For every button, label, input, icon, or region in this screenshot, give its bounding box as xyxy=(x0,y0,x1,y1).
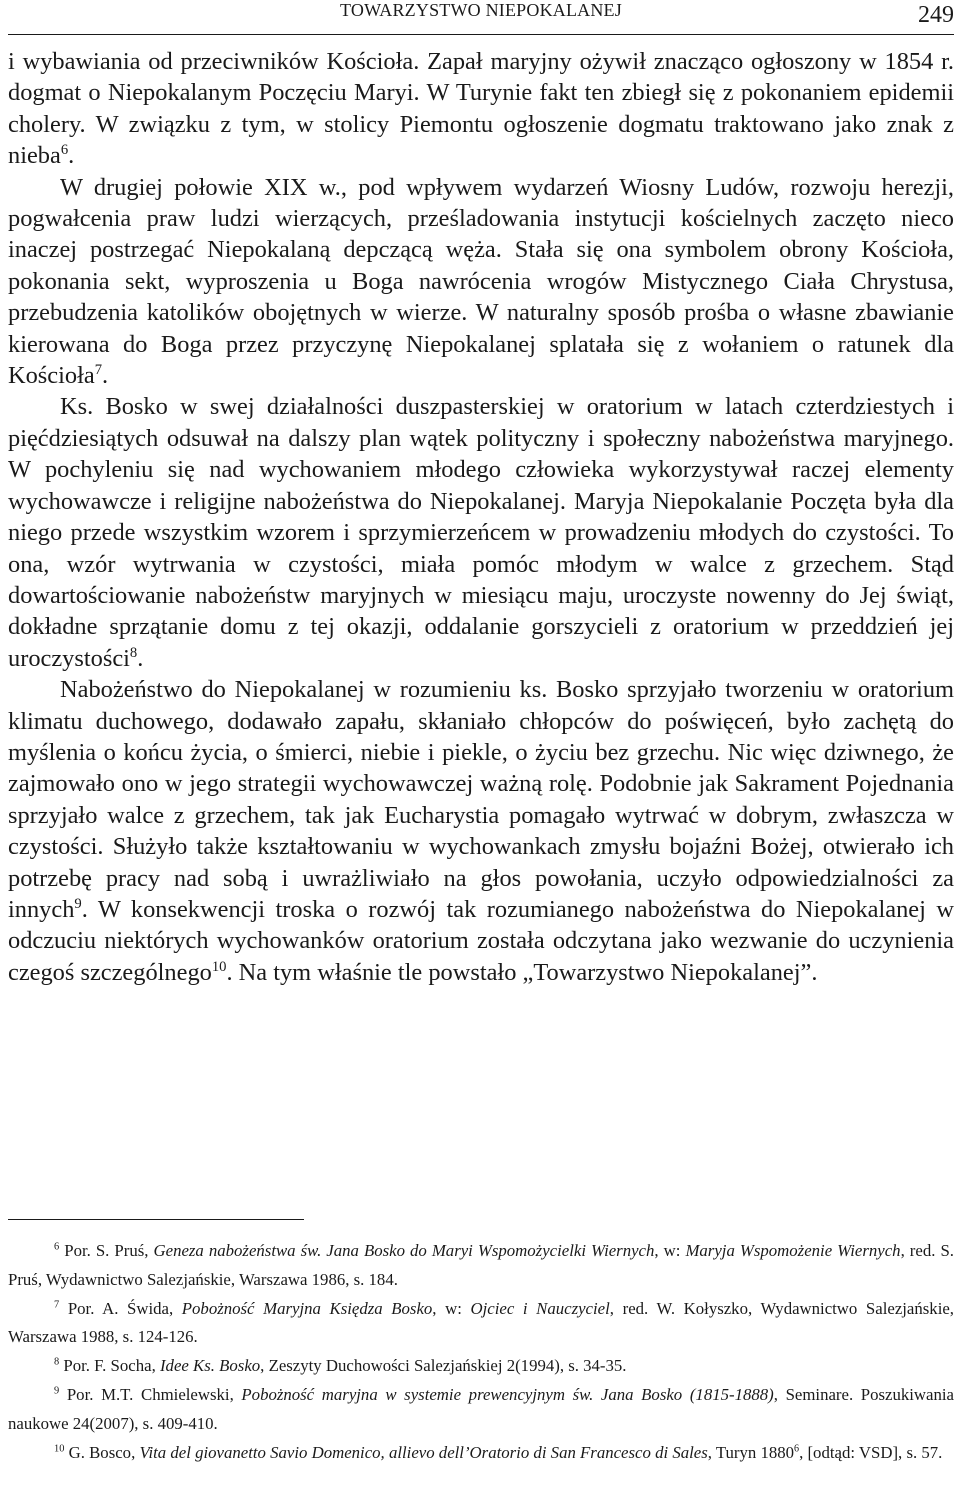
footnote-title: Pobożność Maryjna Księdza Bosko xyxy=(181,1298,433,1318)
footnote-text: , red. W. Kołyszko, Wydawnictwo Salezjańskie, Warszawa 1988, s. 124-126. xyxy=(8,1298,955,1347)
footnote-number: 7 xyxy=(54,1299,60,1310)
footnote-title: Idee Ks. Bosko xyxy=(159,1356,261,1376)
paragraph-text: . xyxy=(102,362,109,390)
paragraph-3 xyxy=(8,391,954,674)
footnote-separator xyxy=(8,1219,304,1220)
footnote-title: Geneza nabożeństwa św. Jana Bosko do Maryi Wspomożycielki Wiernych xyxy=(153,1241,655,1260)
footnote-number: 10 xyxy=(54,1442,65,1454)
footnote-title: Pobożność maryjna w systemie prewencyjnym św. Jana Bosko (1815-1888) xyxy=(241,1384,774,1404)
footnote-9 xyxy=(8,1381,954,1439)
footnote-text: , w: xyxy=(654,1241,686,1260)
paragraph-text: i wybawiania od przeciwników Kościoła. Zapał maryjny ożywił znacząco ogłoszony w 1854 r. dogmat o Niepokalanym Poczęciu Maryi. W Turynie fakt ten zbiegł się z pokonaniem epidemii cholery. W związku z tym, w stolicy Piemontu ogłoszenie dogmatu traktowano jako znak z nieba xyxy=(8,48,954,170)
paragraph-text: W drugiej połowie XIX w., pod wpływem wydarzeń Wiosny Ludów, rozwoju herezji, pogwałcenia praw ludzi wierzących, prześladowania instytucji kościelnych zaczęto nieco inaczej postrzegać Niepokalaną depczącą węża. Stała się ona symbolem obrony Kościoła, pokonania sekt, wyproszenia u Boga nawrócenia wrogów Mistycznego Ciała Chrystusa, przebudzenia katolików obojętnych w wierze. W naturalny sposób prośba o własne zbawianie kierowana do Boga przez przyczynę Niepokalanej splatała się z wołaniem o ratunek dla Kościoła xyxy=(8,173,954,390)
footnote-number: 9 xyxy=(54,1385,60,1397)
footnote-6 xyxy=(8,1237,954,1295)
paragraph-text: . xyxy=(137,644,144,672)
footnote-ref-8[interactable]: 8 xyxy=(129,644,138,661)
header-rule xyxy=(8,34,954,35)
footnote-10 xyxy=(8,1439,954,1468)
footnote-number: 8 xyxy=(54,1356,60,1368)
footnote-ref-6[interactable]: 6 xyxy=(60,142,69,159)
main-text xyxy=(8,46,954,988)
edition-superscript: 6 xyxy=(794,1442,800,1454)
paragraph-2 xyxy=(8,172,954,392)
footnote-number: 6 xyxy=(54,1241,60,1253)
footnote-ref-7[interactable]: 7 xyxy=(94,361,103,378)
footnote-text: Por. M.T. Chmielewski, xyxy=(59,1384,242,1404)
footnote-text: Por. F. Socha, xyxy=(59,1356,160,1376)
footnote-8 xyxy=(8,1352,954,1381)
footnote-title: Ojciec i Nauczyciel xyxy=(470,1298,610,1318)
footnote-text: , [odtąd: VSD], s. 57. xyxy=(799,1442,943,1462)
footnote-text: Por. S. Pruś, xyxy=(59,1241,154,1260)
footnote-title: Vita del giovanetto Savio Domenico, allievo dell’Oratorio di San Francesco di Sales xyxy=(139,1442,708,1462)
paragraph-1 xyxy=(8,46,954,172)
footnotes xyxy=(8,1237,954,1467)
footnote-ref-9[interactable]: 9 xyxy=(74,895,82,912)
paragraph-text: . Na tym właśnie tle powstało „Towarzystwo Niepokalanej”. xyxy=(226,958,818,986)
footnote-text: , Zeszyty Duchowości Salezjańskiej 2(1994), s. 34-35. xyxy=(260,1356,627,1376)
footnote-7 xyxy=(8,1295,954,1353)
running-title: TOWARZYSTWO NIEPOKALANEJ xyxy=(340,0,622,20)
footnote-title: Maryja Wspomożenie Wiernych xyxy=(685,1241,901,1260)
paragraph-text: . W konsekwencji troska o rozwój tak rozumianego nabożeństwa do Niepokalanej w odczuciu niektórych wychowanków oratorium została odczytana jako wezwanie do uczynienia czegoś szczególnego xyxy=(8,895,954,986)
page-number: 249 xyxy=(918,2,954,28)
paragraph-4 xyxy=(8,674,954,988)
footnote-text: , Seminare. Poszukiwania naukowe 24(2007), s. 409-410. xyxy=(8,1384,954,1433)
paragraph-text: Ks. Bosko w swej działalności duszpasterskiej w oratorium w latach czterdziestych i pięćdziesiątych odsuwał na dalszy plan wątek polityczny i społeczny nabożeństwa maryjnego. W pochyleniu się nad wychowaniem młodego człowieka wykorzystywał raczej elementy wychowawcze i religijne nabożeństwa do Niepokalanej. Maryja Niepokalanie Poczęta była dla niego przede wszystkim wzorem i sprzymierzeńcem w prowadzeniu młodych do czystości. To ona, wzór wytrwania w czystości, miała pomóc młodym w walce z grzechem. Stąd dowartościowanie nabożeństw maryjnych w miesiącu maju, uroczyste nowenny do Jej świąt, dokładne sprzątanie domu z tej okazji, oddalanie gorszycieli z oratorium w przeddzień jej uroczystości xyxy=(8,393,954,672)
paragraph-text: . xyxy=(68,142,75,170)
footnote-text: , w: xyxy=(432,1298,471,1318)
footnote-ref-10[interactable]: 10 xyxy=(211,958,227,975)
page-header xyxy=(8,0,954,36)
footnote-text: , red. S. Pruś, Wydawnictwo Salezjańskie, Warszawa 1986, s. 184. xyxy=(8,1241,954,1289)
footnote-text: G. Bosco, xyxy=(64,1442,140,1462)
footnote-text: , Turyn 1880 xyxy=(707,1442,795,1462)
footnote-text: Por. A. Świda, xyxy=(59,1298,182,1318)
paragraph-text: Nabożeństwo do Niepokalanej w rozumieniu ks. Bosko sprzyjało tworzeniu w oratorium klimatu duchowego, dodawało zapału, skłaniało chłopców do poświęceń, było zachętą do myślenia o końcu życia, o śmierci, niebie i piekle, o życiu bez grzechu. Nic więc dziwnego, że zajmowało ono w jego strategii wychowawczej ważną rolę. Podobnie jak Sakrament Pojednania sprzyjało walce z grzechem, tak jak Eucharystia pomagało wytrwać w dobrym, zwłaszcza w czystości. Służyło także kształtowaniu w wychowankach zmysłu bojaźni Bożej, otwierało ich potrzebę pracy nad sobą i uwrażliwiało na głos powołania, uczyło odpowiedzialności za innych xyxy=(8,676,954,923)
